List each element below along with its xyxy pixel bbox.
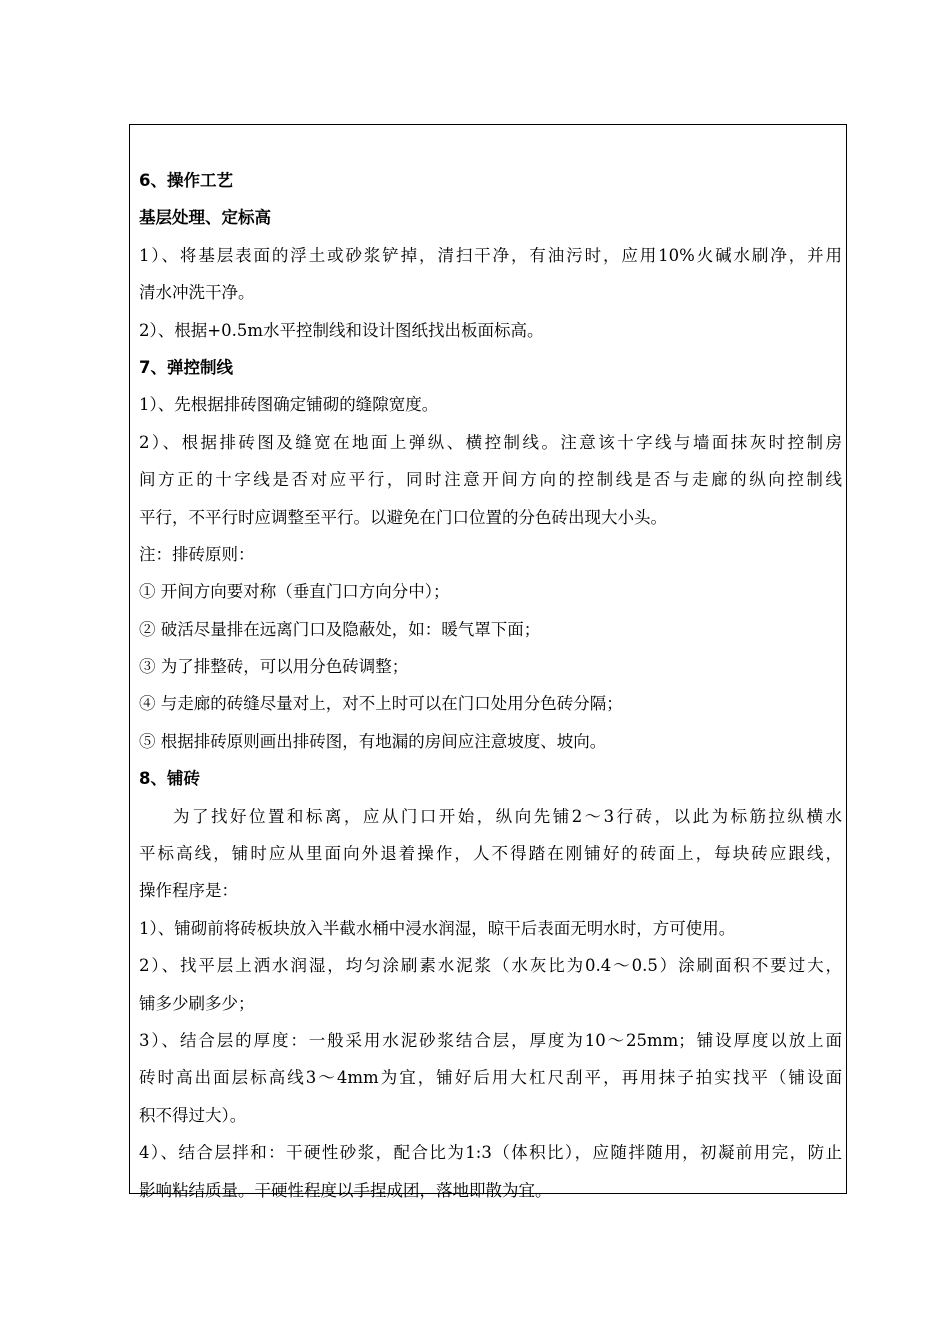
text-line: 平行，不平行时应调整至平行。以避免在门口位置的分色砖出现大小头。 — [139, 507, 667, 527]
text-line: 1）、将基层表面的浮土或砂浆铲掉，清扫干净，有油污时，应用10%火碱水刷净，并用 — [139, 245, 842, 265]
text-line: ② 破活尽量排在远离门口及隐蔽处，如：暖气罩下面； — [139, 619, 541, 639]
text-line: 铺多少刷多少； — [139, 993, 255, 1013]
text-line: 间方正的十字线是否对应平行，同时注意开间方向的控制线是否与走廊的纵向控制线 — [139, 470, 842, 490]
section-heading: 8、铺砖 — [139, 769, 200, 789]
text-line: 4）、结合层拌和：干硬性砂浆，配合比为1:3（体积比），应随拌随用，初凝前用完，防止 — [139, 1143, 842, 1163]
text-line: 操作程序是： — [139, 881, 238, 901]
text-line: 注：排砖原则： — [139, 544, 255, 564]
section-heading: 7、弹控制线 — [139, 357, 233, 377]
text-line: 2）、根据排砖图及缝宽在地面上弹纵、横控制线。注意该十字线与墙面抹灰时控制房 — [139, 432, 842, 452]
text-line: 1）、铺砌前将砖板块放入半截水桶中浸水润湿，晾干后表面无明水时，方可使用。 — [139, 918, 736, 938]
text-line: 1）、先根据排砖图确定铺砌的缝隙宽度。 — [139, 395, 439, 415]
text-line: 3）、结合层的厚度：一般采用水泥砂浆结合层，厚度为10～25mm；铺设厚度以放上面 — [139, 1030, 842, 1050]
text-line: 积不得过大）。 — [139, 1105, 247, 1125]
text-line: 砖时高出面层标高线3～4mm为宜，铺好后用大杠尺刮平，再用抹子拍实找平（铺设面 — [139, 1068, 842, 1088]
text-line: ① 开间方向要对称（垂直门口方向分中）； — [139, 582, 450, 602]
document-content — [139, 162, 842, 1209]
text-line: ⑤ 根据排砖原则画出排砖图，有地漏的房间应注意坡度、坡向。 — [139, 731, 607, 751]
section-heading: 6、操作工艺 — [139, 171, 233, 190]
text-line: ④ 与走廊的砖缝尽量对上，对不上时可以在门口处用分色砖分隔； — [139, 694, 623, 714]
text-line: 清水冲洗干净。 — [139, 283, 255, 303]
document-frame — [129, 124, 847, 1200]
text-line: ③ 为了排整砖，可以用分色砖调整； — [139, 657, 409, 677]
text-line: 2）、找平层上洒水润湿，均匀涂刷素水泥浆（水灰比为0.4～0.5）涂刷面积不要过大， — [139, 956, 842, 976]
section-heading: 基层处理、定标高 — [139, 208, 271, 228]
text-line: 影响粘结质量。干硬性程度以手捏成团，落地即散为宜。 — [139, 1180, 552, 1200]
text-line: 为了找好位置和标离，应从门口开始，纵向先铺2～3行砖，以此为标筋拉纵横水 — [173, 806, 842, 826]
text-line: 2）、根据+0.5m水平控制线和设计图纸找出板面标高。 — [139, 320, 544, 340]
text-line: 平标高线，铺时应从里面向外退着操作，人不得踏在刚铺好的砖面上，每块砖应跟线， — [139, 844, 842, 864]
